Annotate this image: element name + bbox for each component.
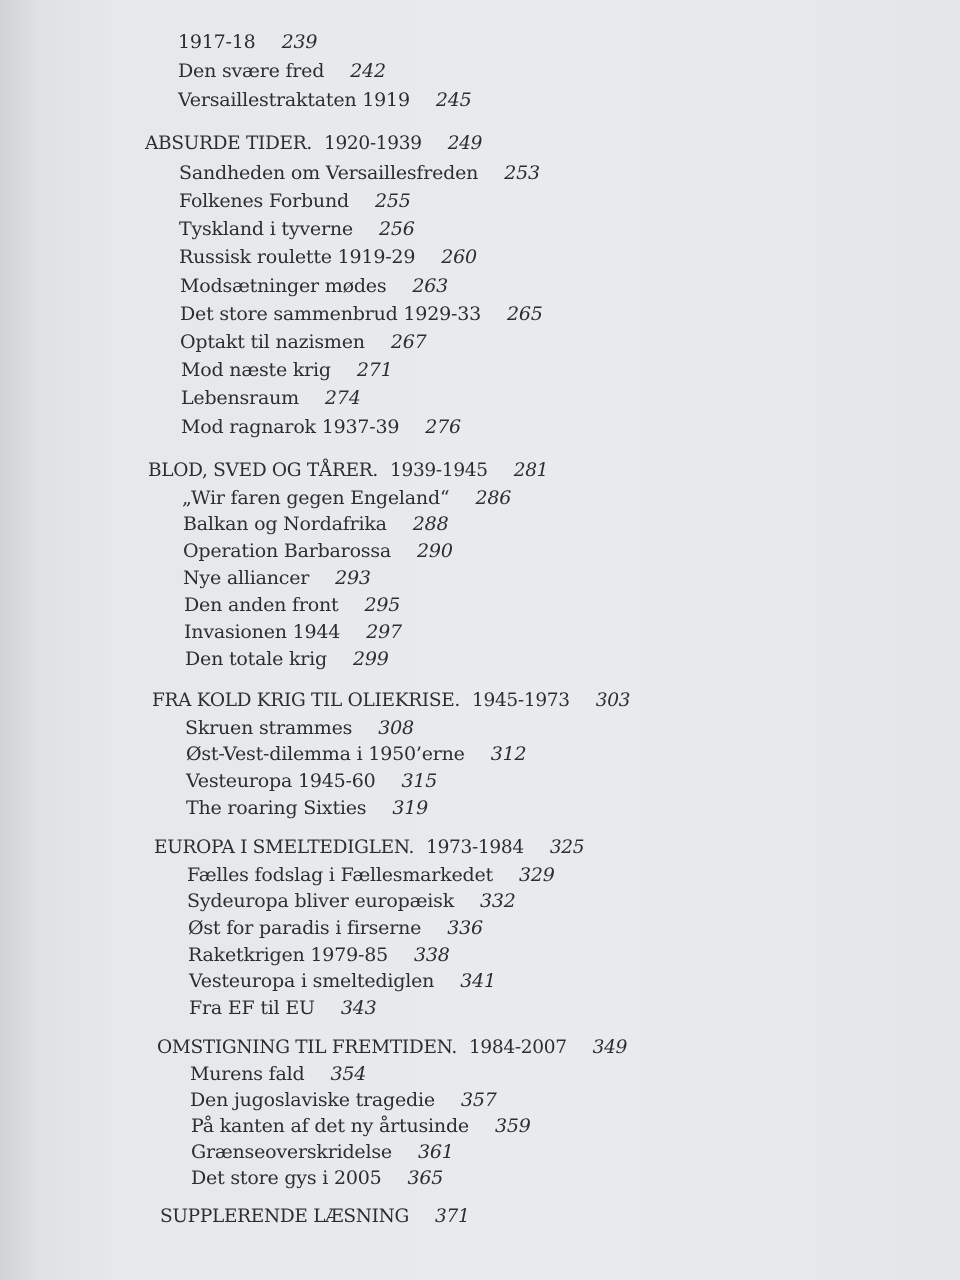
entry-page: 253: [504, 162, 540, 184]
toc-entry: [184, 621, 402, 643]
entry-title: Den jugoslaviske tragedie: [190, 1089, 435, 1111]
entry-title: Nye alliancer: [183, 567, 310, 589]
entry-page: 286: [475, 487, 512, 509]
toc-entry: [187, 890, 516, 912]
entry-title: Folkenes Forbund: [179, 190, 349, 212]
section-years: 1920-1939: [323, 133, 422, 154]
entry-title: Skruen strammes: [185, 717, 353, 739]
toc-entry: [183, 513, 448, 535]
section-title: OMSTIGNING TIL FREMTIDEN.: [157, 1037, 457, 1058]
entry-page: 315: [401, 770, 438, 792]
entry-title: Sydeuropa bliver europæisk: [187, 890, 455, 912]
entry-page: 274: [324, 387, 361, 409]
toc-entry: [186, 797, 428, 819]
toc-entry: [189, 997, 377, 1019]
toc-entry: [183, 540, 453, 562]
entry-title: The roaring Sixties: [186, 797, 367, 819]
entry-title: Tyskland i tyverne: [179, 218, 353, 240]
toc-entry: [178, 89, 472, 111]
toc-entry: [188, 944, 450, 966]
toc-entry: [189, 970, 496, 992]
entry-page: 271: [356, 359, 393, 381]
entry-title: Fælles fodslag i Fællesmarkedet: [187, 864, 493, 886]
section-title: EUROPA I SMELTEDIGLEN.: [154, 837, 415, 858]
entry-page: 338: [413, 944, 450, 966]
entry-title: Murens fald: [190, 1063, 305, 1085]
entry-title: Fra EF til EU: [189, 997, 315, 1019]
toc-entry: [188, 917, 483, 939]
entry-title: Grænseoverskridelse: [191, 1141, 392, 1163]
entry-page: 365: [407, 1167, 444, 1189]
toc-entry: [178, 31, 317, 53]
entry-title: Den svære fred: [178, 60, 325, 82]
toc-entry: [190, 1063, 366, 1085]
entry-page: 265: [506, 303, 543, 325]
entry-page: 336: [447, 917, 483, 939]
entry-title: Den anden front: [184, 594, 339, 616]
entry-page: 276: [425, 416, 461, 438]
entry-page: 242: [350, 60, 386, 82]
toc-entry: [181, 387, 361, 409]
section-title: SUPPLERENDE LÆSNING: [160, 1206, 410, 1227]
section-title: FRA KOLD KRIG TIL OLIEKRISE.: [152, 690, 461, 711]
entry-title: Sandheden om Versaillesfreden: [179, 162, 479, 184]
entry-title: Det store gys i 2005: [191, 1167, 382, 1189]
toc-entry: [179, 190, 411, 212]
section-heading: [157, 1037, 627, 1058]
toc-entry: [185, 717, 414, 739]
toc-entry: [178, 60, 386, 82]
toc-entry: [190, 1089, 497, 1111]
entry-title: Invasionen 1944: [184, 621, 341, 643]
entry-page: 343: [340, 997, 377, 1019]
entry-title: Lebensraum: [181, 387, 299, 409]
section-title: ABSURDE TIDER.: [145, 133, 312, 154]
toc-entry: [180, 303, 543, 325]
toc-entry: [181, 416, 461, 438]
toc-entry: [185, 648, 389, 670]
section-years: 1973-1984: [426, 837, 524, 858]
toc-entry: [182, 487, 511, 509]
entry-page: 245: [435, 89, 472, 111]
toc-entry: [191, 1115, 531, 1137]
entry-page: 260: [441, 246, 477, 268]
entry-title: Mod ragnarok 1937-39: [181, 416, 400, 438]
toc-entry: [179, 162, 540, 184]
entry-page: 288: [412, 513, 449, 535]
section-heading: [148, 460, 548, 481]
entry-title: Modsætninger mødes: [180, 275, 387, 297]
entry-title: Øst-Vest-dilemma i 1950’erne: [186, 743, 465, 765]
entry-page: 239: [281, 31, 318, 53]
section-page: 349: [592, 1037, 628, 1058]
entry-page: 290: [417, 540, 453, 562]
section-heading: [160, 1206, 469, 1227]
entry-page: 329: [518, 864, 555, 886]
entry-page: 312: [490, 743, 527, 765]
entry-page: 332: [480, 890, 516, 912]
entry-title: På kanten af det ny årtusinde: [191, 1115, 469, 1137]
section-title: BLOD, SVED OG TÅRER.: [148, 460, 379, 481]
section-heading: [154, 837, 584, 858]
entry-page: 295: [364, 594, 401, 616]
entry-title: Det store sammenbrud 1929-33: [180, 303, 481, 325]
entry-title: Operation Barbarossa: [183, 540, 392, 562]
section-page: 325: [549, 837, 585, 858]
entry-title: „Wir faren gegen Engeland“: [182, 487, 450, 509]
entry-title: Øst for paradis i firserne: [188, 917, 422, 939]
entry-page: 341: [460, 970, 496, 992]
toc-entry: [186, 743, 526, 765]
toc-entry: [191, 1141, 454, 1163]
toc-entry: [179, 246, 477, 268]
entry-title: Versaillestraktaten 1919: [178, 89, 410, 111]
entry-page: 299: [353, 648, 389, 670]
entry-page: 256: [378, 218, 415, 240]
section-years: 1939-1945: [390, 460, 488, 481]
section-years: 1984-2007: [468, 1037, 567, 1058]
entry-page: 357: [460, 1089, 497, 1111]
entry-title: Vesteuropa 1945-60: [186, 770, 376, 792]
toc-entry: [179, 218, 415, 240]
entry-page: 297: [366, 621, 402, 643]
toc-entry: [180, 331, 427, 353]
entry-title: 1917-18: [178, 31, 256, 53]
section-page: 371: [435, 1206, 470, 1227]
section-page: 303: [595, 690, 631, 711]
section-page: 281: [513, 460, 549, 481]
toc-entry: [186, 770, 437, 792]
section-page: 249: [447, 133, 483, 154]
entry-title: Den totale krig: [185, 648, 327, 670]
entry-title: Raketkrigen 1979-85: [188, 944, 388, 966]
entry-title: Vesteuropa i smeltediglen: [189, 970, 435, 992]
toc-entry: [183, 567, 371, 589]
entry-page: 359: [494, 1115, 531, 1137]
toc-entry: [187, 864, 555, 886]
entry-page: 319: [392, 797, 429, 819]
section-years: 1945-1973: [472, 690, 570, 711]
entry-page: 267: [390, 331, 427, 353]
entry-page: 361: [417, 1141, 454, 1163]
entry-page: 308: [378, 717, 414, 739]
entry-page: 293: [335, 567, 371, 589]
toc-entry: [180, 275, 448, 297]
entry-page: 255: [374, 190, 411, 212]
toc-entry: [184, 594, 400, 616]
entry-title: Balkan og Nordafrika: [183, 513, 387, 535]
toc-entry: [191, 1167, 443, 1189]
entry-page: 354: [330, 1063, 367, 1085]
section-heading: [152, 690, 630, 711]
section-heading: [145, 133, 482, 154]
toc-entry: [181, 359, 393, 381]
entry-title: Russisk roulette 1919-29: [179, 246, 416, 268]
entry-title: Mod næste krig: [181, 359, 331, 381]
entry-title: Optakt til nazismen: [180, 331, 365, 353]
entry-page: 263: [412, 275, 449, 297]
